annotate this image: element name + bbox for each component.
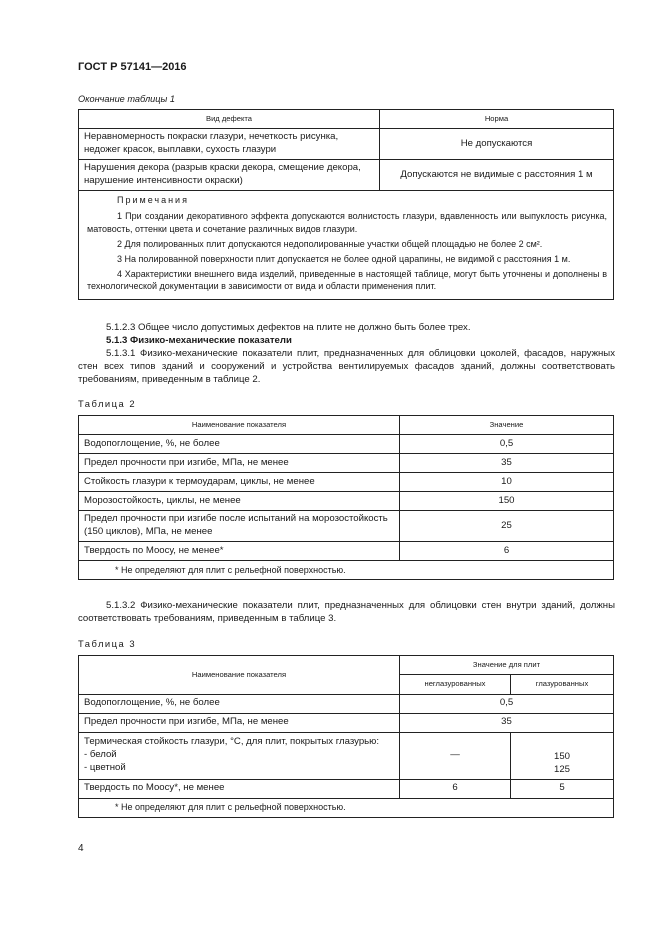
section-text-2 [78, 600, 615, 626]
note-item: 3 На полированной поверхности плит допускается не более одной царапины, не видимой с расстояния 1 м. [117, 253, 571, 264]
table3-cell-glazed: 5 [511, 779, 614, 798]
thermal-label: Термическая стойкость глазури, °С, для плит, покрытых глазурью: [84, 736, 380, 748]
table2-col-value: Значение [400, 416, 614, 435]
table3-footnote: * Не определяют для плит с рельефной поверхностью. [79, 798, 614, 817]
table1-notes [79, 191, 614, 300]
table2-cell-name: Твердость по Моосу, не менее* [79, 542, 400, 561]
table-row [79, 542, 614, 561]
thermal-colored-label: - цветной [84, 761, 126, 773]
table-row [79, 779, 614, 798]
table1-cell-defect: Неравномерность покраски глазури, нечеткость рисунка, недожег красок, выплавки, сухость глазури [79, 129, 380, 160]
table-row [79, 732, 614, 779]
table2-cell-value: 0,5 [400, 435, 614, 454]
table-row [79, 454, 614, 473]
table3-cell-name: Водопоглощение, %, не более [79, 694, 400, 713]
table2-cell-name: Предел прочности при изгибе после испытаний на морозостойкость (150 циклов), МПа, не менее [79, 511, 400, 542]
paragraph-5-1-2-3: 5.1.2.3 Общее число допустимых дефектов на плите не должно быть более трех. [106, 322, 471, 333]
table3-cell-glazed [511, 732, 614, 779]
page-number: 4 [78, 843, 84, 854]
thermal-colored-value: 125 [553, 763, 570, 775]
notes-heading: Примечания [117, 195, 189, 206]
table3-cell-thermal [79, 732, 400, 779]
table2-cell-value: 150 [400, 492, 614, 511]
table2-cell-name: Водопоглощение, %, не более [79, 435, 400, 454]
table-row [79, 160, 614, 191]
note-item: 4 Характеристики внешнего вида изделий, приведенные в настоящей таблице, могут быть уточнены и дополнены в технологической документации в зависимости от вида и области применения плит. [87, 268, 607, 292]
table2-col-name: Наименование показателя [79, 416, 400, 435]
thermal-white-label: - белой [84, 749, 117, 761]
table3-cell-name: Предел прочности при изгибе, МПа, не менее [79, 713, 400, 732]
table2-footnote: * Не определяют для плит с рельефной поверхностью. [79, 561, 614, 580]
table-row [79, 492, 614, 511]
table1-notes-row [79, 191, 614, 300]
table3-col-group: Значение для плит [400, 656, 614, 675]
table2-cell-value: 10 [400, 473, 614, 492]
table-row [79, 713, 614, 732]
section-text-1 [78, 322, 615, 387]
table1-cell-norm: Не допускаются [380, 129, 614, 160]
table1 [78, 109, 614, 300]
table3-cell-unglazed [400, 732, 511, 779]
standard-header: ГОСТ Р 57141—2016 [78, 61, 187, 73]
table2-cell-name: Стойкость глазури к термоударам, циклы, не менее [79, 473, 400, 492]
table2-cell-value: 25 [400, 511, 614, 542]
section-heading-5-1-3: 5.1.3 Физико-механические показатели [106, 334, 292, 346]
table3-footnote-row [79, 798, 614, 817]
table3-col-name: Наименование показателя [79, 656, 400, 695]
table-row [79, 129, 614, 160]
table1-header-row [79, 110, 614, 129]
table3-col-unglazed: неглазурованных [400, 675, 511, 694]
note-item: 1 При создании декоративного эффекта допускаются волнистость глазури, вдавленность или выпуклость рисунка, матовость, оттенки цвета и сочетание различных видов глазури. [87, 211, 607, 234]
paragraph-5-1-3-1: 5.1.3.1 Физико-механические показатели плит, предназначенных для облицовки цоколей, фасадов, наружных стен всех типов зданий и сооружений и устройства вентилируемых фасадов зданий, должны соответствовать требованиям, приведенным в таблице 2. [78, 347, 615, 385]
table3-col-glazed: глазурованных [511, 675, 614, 694]
table1-col-defect: Вид дефекта [79, 110, 380, 129]
table3-cell-unglazed: 6 [400, 779, 511, 798]
table3 [78, 655, 614, 818]
table-row [79, 694, 614, 713]
table1-col-norm: Норма [380, 110, 614, 129]
table3-cell-name: Твердость по Моосу*, не менее [79, 779, 400, 798]
table3-cell-value: 35 [400, 713, 614, 732]
table2-footnote-row [79, 561, 614, 580]
paragraph-5-1-3-2: 5.1.3.2 Физико-механические показатели плит, предназначенных для облицовки стен внутри зданий, должны соответствовать требованиям, приведенным в таблице 3. [78, 600, 615, 624]
table2-caption: Таблица 2 [78, 398, 137, 409]
table-row [79, 435, 614, 454]
table2-cell-value: 35 [400, 454, 614, 473]
note-item: 2 Для полированных плит допускаются недополированные участки общей площадью не более 2 см². [117, 238, 543, 249]
table1-cell-norm: Допускаются не видимые с расстояния 1 м [380, 160, 614, 191]
table2 [78, 415, 614, 580]
thermal-unglazed-value: — [450, 749, 460, 761]
thermal-white-value: 150 [553, 750, 570, 762]
table3-caption: Таблица 3 [78, 638, 137, 649]
table2-cell-name: Предел прочности при изгибе, МПа, не менее [79, 454, 400, 473]
table2-cell-name: Морозостойкость, циклы, не менее [79, 492, 400, 511]
table3-cell-value: 0,5 [400, 694, 614, 713]
table2-header-row [79, 416, 614, 435]
table3-header-row [79, 656, 614, 675]
table2-cell-value: 6 [400, 542, 614, 561]
table-row [79, 511, 614, 542]
table-row [79, 473, 614, 492]
table1-cell-defect: Нарушения декора (разрыв краски декора, смещение декора, нарушение интенсивности окраски) [79, 160, 380, 191]
table1-caption: Окончание таблицы 1 [78, 94, 175, 104]
